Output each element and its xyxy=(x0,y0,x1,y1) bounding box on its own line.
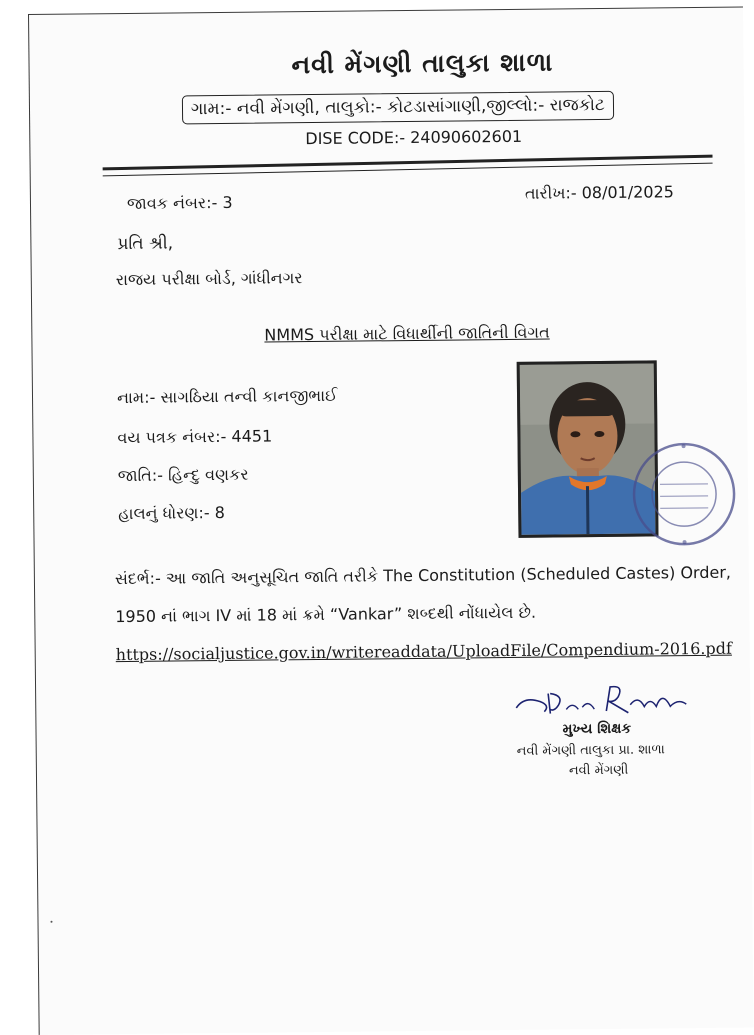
reference-line-2: 1950 નાં ભાગ IV માં 18 માં ક્રમે “Vankar” શબ્દથી નોંધાયેલ છે. xyxy=(115,602,537,627)
student-name: નામ:- સાગઠિયા તન્વી કાનજીભાઈ xyxy=(116,385,338,408)
letter-page xyxy=(28,7,754,1035)
signatory-school: નવી મેંગણી તાલુકા પ્રા. શાળા xyxy=(516,742,665,759)
student-standard: હાલનું ધોરણ:- 8 xyxy=(118,502,225,524)
register-number: વય પત્રક નંબર:- 4451 xyxy=(117,426,273,448)
salutation: પ્રતિ શ્રી, xyxy=(117,233,174,255)
dise-code: DISE CODE:- 24090602601 xyxy=(305,126,523,149)
signatory-title: મુખ્ય શિક્ષક xyxy=(562,720,632,738)
signature-graphic xyxy=(510,680,700,722)
handwritten-signature xyxy=(510,680,700,722)
reference-link[interactable]: https://socialjustice.gov.in/writereaddata/UploadFile/Compendium-2016.pdf xyxy=(115,638,732,665)
reference-line-1: સંદર્ભ:- આ જાતિ અનુસૂચિત જાતિ તરીકે The Constitution (Scheduled Castes) Order, xyxy=(114,562,732,589)
school-name: નવી મેંગણી તાલુકા શાળા xyxy=(291,47,554,80)
outward-number: જાવક નંબર:- 3 xyxy=(126,192,233,213)
letter-date: તારીખ:- 08/01/2025 xyxy=(524,182,674,203)
signatory-village: નવી મેંગણી xyxy=(568,762,629,779)
school-seal xyxy=(630,440,739,549)
letter-subject: NMMS પરીક્ષા માટે વિધાર્થીની જાતિની વિગત xyxy=(264,322,550,345)
seal-graphic xyxy=(630,440,739,549)
school-address: ગામ:- નવી મેંગણી, તાલુકો:- કોટડાસાંગાણી,જીલ્લો:- રાજકોટ xyxy=(182,91,614,125)
paper-speck xyxy=(50,921,52,923)
addressee: રાજય પરીક્ષા બોર્ડ, ગાંધીનગર xyxy=(115,268,303,290)
student-caste: જાતિ:- હિન્દુ વણકર xyxy=(117,464,249,486)
